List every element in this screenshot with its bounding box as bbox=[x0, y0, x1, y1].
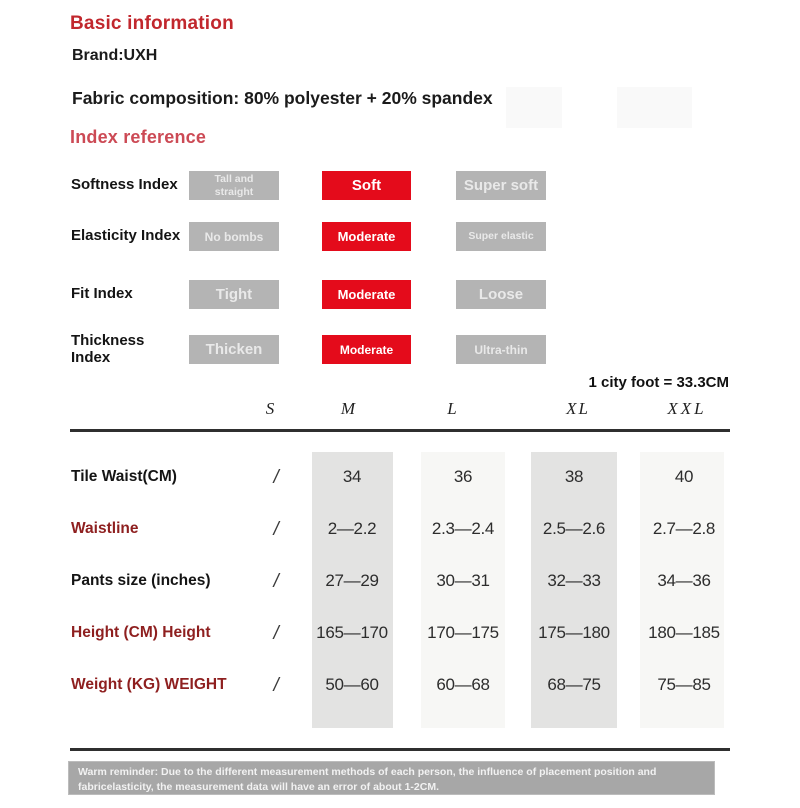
size-cell: 30—31 bbox=[436, 571, 490, 590]
size-cell: 75—85 bbox=[657, 675, 711, 694]
size-cell: / bbox=[273, 623, 279, 644]
size-cell: 34—36 bbox=[657, 571, 711, 590]
size-row-label-weight: Weight (KG) WEIGHT bbox=[71, 676, 227, 693]
basic-information-title: Basic information bbox=[70, 13, 234, 34]
size-cell: 170—175 bbox=[427, 623, 499, 642]
index-row-label-softness: Softness Index bbox=[71, 176, 178, 194]
size-cell: 165—170 bbox=[316, 623, 388, 642]
index-row-label-fit: Fit Index bbox=[71, 285, 133, 303]
index-option-active: Moderate bbox=[322, 280, 411, 309]
size-cell: 2—2.2 bbox=[327, 519, 377, 538]
index-row-label-elasticity: Elasticity Index bbox=[71, 227, 181, 245]
size-cell: 34 bbox=[342, 467, 362, 486]
size-cell: 36 bbox=[453, 467, 473, 486]
size-row-label-height: Height (CM) Height bbox=[71, 624, 211, 641]
size-column-header-xxl: XXL bbox=[667, 399, 707, 418]
index-reference-title: Index reference bbox=[70, 127, 207, 147]
size-cell: 2.5—2.6 bbox=[542, 519, 606, 538]
size-cell: / bbox=[273, 571, 279, 592]
index-option-inactive: Super elastic bbox=[456, 222, 546, 251]
size-column-header-m: M bbox=[340, 399, 356, 418]
size-cell: 2.7—2.8 bbox=[652, 519, 716, 538]
index-option-inactive: Super soft bbox=[456, 171, 546, 200]
size-cell: 2.3—2.4 bbox=[431, 519, 495, 538]
size-cell: / bbox=[273, 519, 279, 540]
index-option-inactive: Tall and straight bbox=[189, 171, 279, 200]
size-row-label-pants-size: Pants size (inches) bbox=[71, 572, 211, 589]
brand-text: Brand:UXH bbox=[72, 47, 158, 64]
size-row-label-tile-waist: Tile Waist(CM) bbox=[71, 468, 177, 485]
size-row-label-waistline: Waistline bbox=[71, 520, 139, 537]
table-bottom-rule bbox=[70, 748, 730, 751]
size-cell: 60—68 bbox=[436, 675, 490, 694]
warm-reminder-bar: Warm reminder: Due to the different measurement methods of each person, the influence of placement position and fabricelasticity, the measurement data will have an error of about 1-2CM. bbox=[68, 761, 715, 795]
size-cell: 38 bbox=[564, 467, 584, 486]
index-option-inactive: No bombs bbox=[189, 222, 279, 251]
size-cell: 27—29 bbox=[325, 571, 379, 590]
size-column-header-s: S bbox=[265, 399, 275, 418]
index-option-inactive: Loose bbox=[456, 280, 546, 309]
size-cell: 175—180 bbox=[538, 623, 610, 642]
table-top-rule bbox=[70, 429, 730, 432]
index-option-inactive: Tight bbox=[189, 280, 279, 309]
index-option-inactive: Thicken bbox=[189, 335, 279, 364]
size-cell: 180—185 bbox=[648, 623, 720, 642]
size-cell: 32—33 bbox=[547, 571, 601, 590]
size-cell: 68—75 bbox=[547, 675, 601, 694]
faded-watermark-box bbox=[617, 87, 692, 128]
size-cell: 50—60 bbox=[325, 675, 379, 694]
size-cell: / bbox=[273, 467, 279, 488]
fabric-composition-text: Fabric composition: 80% polyester + 20% spandex bbox=[72, 88, 493, 108]
faded-watermark-box bbox=[506, 87, 562, 128]
size-cell: / bbox=[273, 675, 279, 696]
index-option-active: Soft bbox=[322, 171, 411, 200]
size-cell: 40 bbox=[674, 467, 694, 486]
size-column-header-xl: XL bbox=[566, 399, 590, 418]
index-row-label-thickness: Thickness Index bbox=[71, 331, 145, 366]
size-column-header-l: L bbox=[447, 399, 457, 418]
index-option-active: Moderate bbox=[322, 335, 411, 364]
unit-conversion-note: 1 city foot = 33.3CM bbox=[588, 374, 729, 391]
index-option-active: Moderate bbox=[322, 222, 411, 251]
index-option-inactive: Ultra-thin bbox=[456, 335, 546, 364]
